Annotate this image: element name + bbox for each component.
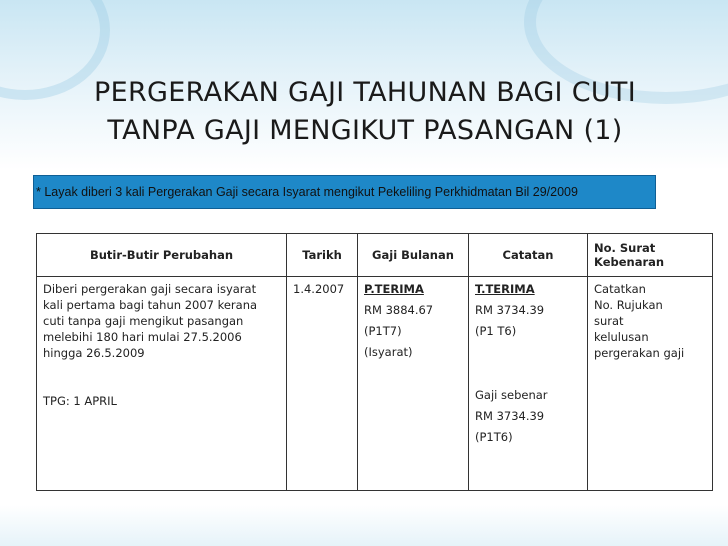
butir-line-1: Diberi pergerakan gaji secara isyarat (43, 282, 257, 296)
table-row (37, 277, 713, 491)
butir-line-4: melebihi 180 hari mulai 27.5.2006 (43, 330, 242, 344)
gaji-grade: (P1T7) (364, 324, 402, 338)
surat-line-3: surat (594, 314, 624, 328)
cell-tarikh (287, 277, 358, 491)
catatan-actual-label: Gaji sebenar (475, 388, 548, 402)
slide-background-bottom (0, 505, 728, 546)
gaji-note: (Isyarat) (364, 345, 413, 359)
catatan-actual-grade: (P1T6) (475, 430, 513, 444)
butir-line-3: cuti tanpa gaji mengikut pasangan (43, 314, 244, 328)
spacer (43, 377, 280, 393)
butir-line-5: hingga 26.5.2009 (43, 346, 145, 360)
gaji-heading: P.TERIMA (364, 282, 424, 296)
catatan-heading: T.TERIMA (475, 282, 535, 296)
note-box (33, 175, 656, 209)
surat-line-2: No. Rujukan (594, 298, 663, 312)
header-catatan: Catatan (469, 234, 588, 277)
spacer (475, 355, 581, 371)
cell-no-surat (588, 277, 713, 491)
header-no-surat: No. Surat Kebenaran (588, 234, 713, 277)
cell-butir (37, 277, 287, 491)
salary-movement-table (36, 233, 713, 491)
catatan-amount: RM 3734.39 (475, 303, 545, 317)
butir-line-2: kali pertama bagi tahun 2007 kerana (43, 298, 258, 312)
header-gaji-bulanan: Gaji Bulanan (358, 234, 469, 277)
slide-title (40, 74, 690, 150)
table-header-row (37, 234, 713, 277)
cell-gaji-bulanan (358, 277, 469, 491)
spacer (475, 339, 581, 355)
tarikh-value: 1.4.2007 (293, 282, 345, 296)
surat-line-1: Catatkan (594, 282, 646, 296)
surat-line-4: kelulusan (594, 330, 649, 344)
catatan-grade: (P1 T6) (475, 324, 517, 338)
header-butir: Butir-Butir Perubahan (37, 234, 287, 277)
cell-catatan (469, 277, 588, 491)
note-text: * Layak diberi 3 kali Pergerakan Gaji secara Isyarat mengikut Pekeliling Perkhidmatan Bil 29/2009 (36, 185, 578, 199)
title-line-1: PERGERAKAN GAJI TAHUNAN BAGI CUTI (94, 77, 636, 108)
surat-line-5: pergerakan gaji (594, 346, 685, 360)
tpg-text: TPG: 1 APRIL (43, 394, 117, 408)
spacer (43, 361, 280, 377)
catatan-actual-amount: RM 3734.39 (475, 409, 545, 423)
title-line-2: TANPA GAJI MENGIKUT PASANGAN (1) (107, 115, 623, 146)
header-tarikh: Tarikh (287, 234, 358, 277)
gaji-amount: RM 3884.67 (364, 303, 434, 317)
spacer (475, 371, 581, 387)
